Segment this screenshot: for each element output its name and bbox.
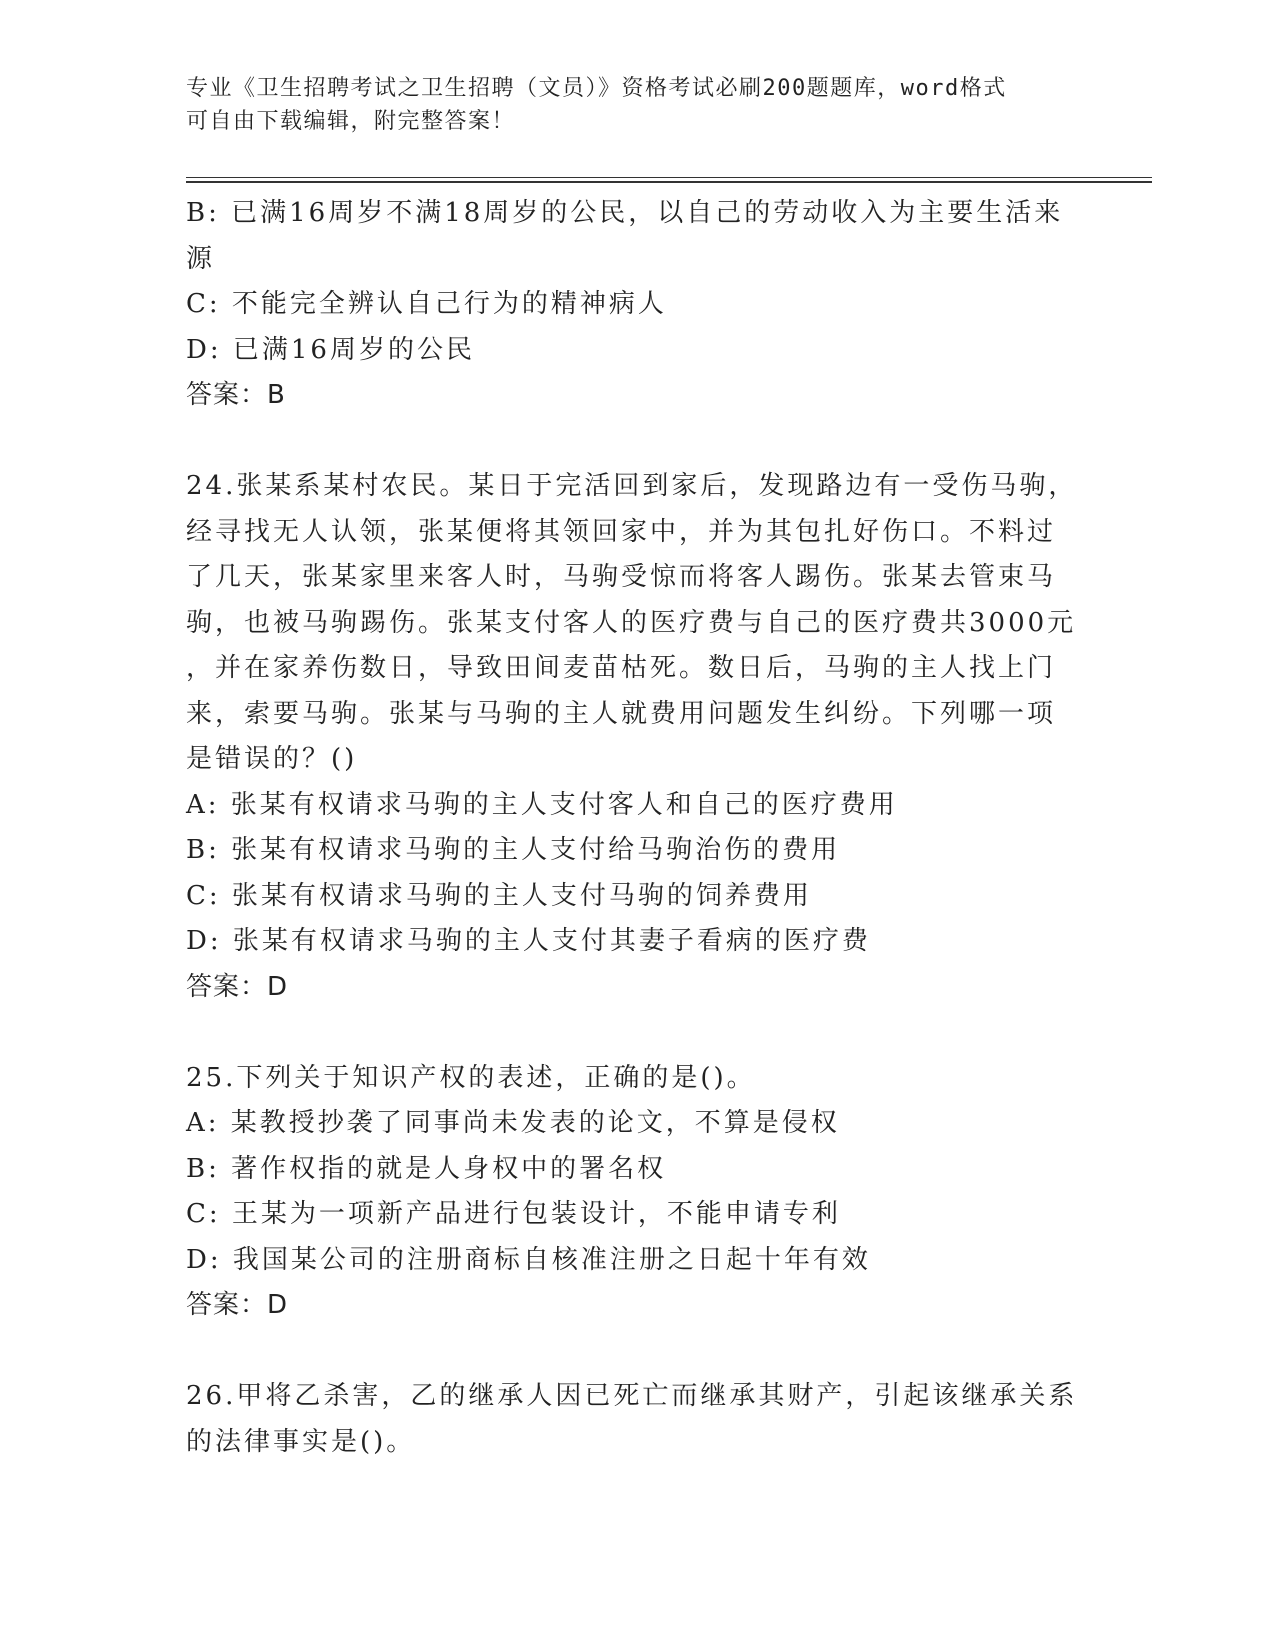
question-stem-line: 驹，也被马驹踢伤。张某支付客人的医疗费与自己的医疗费共3000元	[186, 607, 1077, 638]
spacer	[186, 1010, 1066, 1056]
option-d: D: 我国某公司的注册商标自核准注册之日起十年有效	[186, 1244, 871, 1275]
question-stem-line: 来，索要马驹。张某与马驹的主人就费用问题发生纠纷。下列哪一项	[186, 698, 1057, 729]
spacer	[186, 1329, 1066, 1375]
header-line-1: 专业《卫生招聘考试之卫生招聘（文员）》资格考试必刷200题题库，word格式	[186, 76, 1007, 101]
option-d: D: 张某有权请求马驹的主人支付其妻子看病的医疗费	[186, 926, 871, 956]
spacer	[186, 419, 1066, 465]
document-body	[186, 191, 1078, 1465]
answer-label: 答案：D	[186, 971, 289, 1002]
previous-question-tail	[186, 191, 1066, 419]
answer-label: 答案：D	[186, 1290, 289, 1320]
option-b: B: 著作权指的就是人身权中的署名权	[186, 1153, 667, 1184]
question-stem-line: 经寻找无人认领，张某便将其领回家中，并为其包扎好伤口。不料过	[186, 516, 1057, 547]
option-d: D: 已满16周岁的公民	[186, 334, 475, 365]
document-header	[186, 72, 1086, 138]
question-26	[186, 1374, 1078, 1465]
answer-label: 答案：B	[186, 380, 286, 410]
option-a: A: 张某有权请求马驹的主人支付客人和自己的医疗费用	[186, 789, 898, 820]
option-b-line-2: 源	[186, 243, 216, 274]
option-b-line-1: B: 已满16周岁不满18周岁的公民，以自己的劳动收入为主要生活来	[186, 198, 1064, 228]
question-stem-line: ，并在家养伤数日，导致田间麦苗枯死。数日后，马驹的主人找上门	[186, 653, 1057, 683]
header-divider-thin	[186, 177, 1152, 178]
option-c: C: 张某有权请求马驹的主人支付马驹的饲养费用	[186, 880, 812, 911]
header-divider-thick	[186, 181, 1152, 183]
question-stem-line: 的法律事实是()。	[186, 1426, 416, 1457]
header-line-2: 可自由下载编辑，附完整答案！	[186, 109, 516, 134]
option-c: C: 不能完全辨认自己行为的精神病人	[186, 289, 667, 319]
question-stem-line: 了几天，张某家里来客人时，马驹受惊而将客人踢伤。张某去管束马	[186, 562, 1057, 592]
question-25	[186, 1056, 1066, 1329]
question-stem-line: 26.甲将乙杀害，乙的继承人因已死亡而继承其财产，引起该继承关系	[186, 1381, 1078, 1411]
question-stem-line: 24.张某系某村农民。某日于完活回到家后，发现路边有一受伤马驹，	[186, 471, 1078, 501]
option-c: C: 王某为一项新产品进行包装设计，不能申请专利	[186, 1199, 841, 1229]
option-a: A: 某教授抄袭了同事尚未发表的论文，不算是侵权	[186, 1108, 840, 1138]
option-b: B: 张某有权请求马驹的主人支付给马驹治伤的费用	[186, 835, 841, 865]
question-24	[186, 464, 1078, 1010]
question-stem: 25.下列关于知识产权的表述，正确的是()。	[186, 1062, 756, 1093]
question-stem-line: 是错误的？()	[186, 744, 358, 774]
